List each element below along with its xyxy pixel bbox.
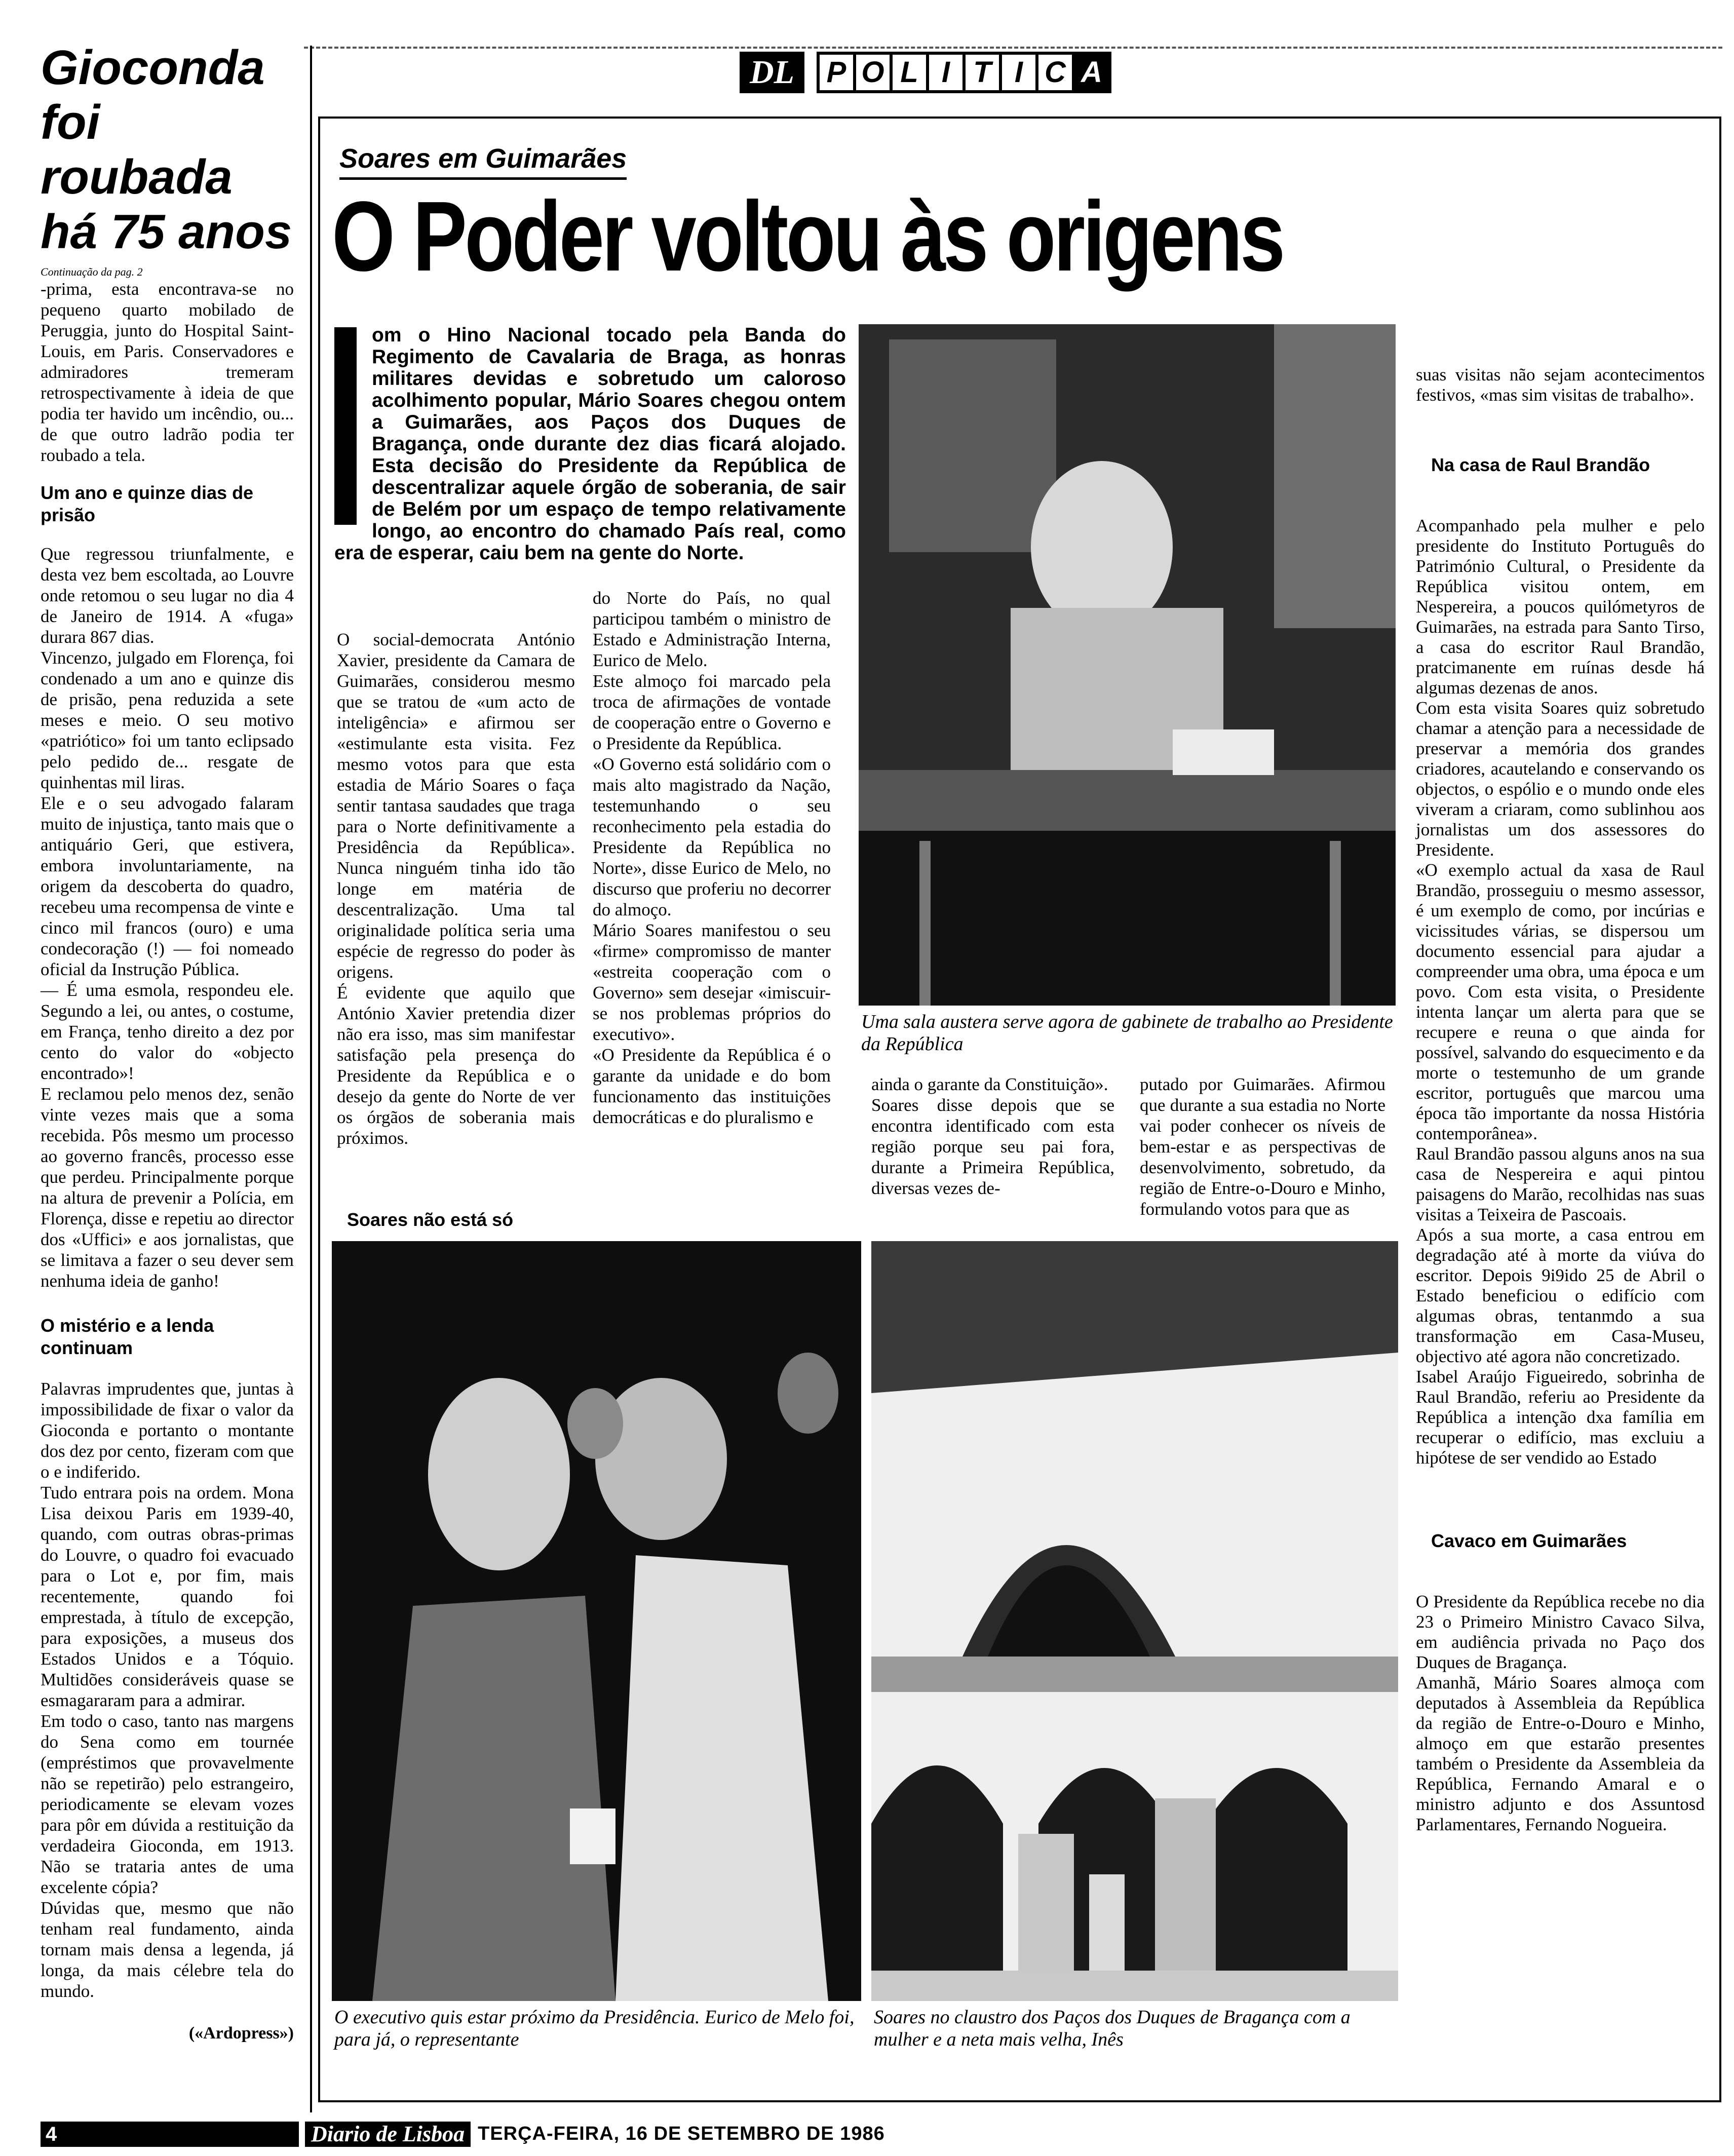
continuation-note: Continuação da pag. 2 (41, 265, 143, 278)
column-subheading: Soares não está só (347, 1209, 514, 1230)
office-photo (859, 324, 1396, 1006)
article-column: putado por Guimarães. Afirmou que durante a sua estadia no Norte vai poder conhecer os níveis de bem-estar e as perspectivas de desenvolvimento, sobretudo, da região de Entre-o-Douro e Minho, formulando votos para que as (1140, 1074, 1390, 1219)
column-text: O Presidente da República recebe no dia 23 o Primeiro Ministro Cavaco Silva, em audiência privada no Paço dos Duques de Bragança. Amanhã, Mário Soares almoça com deputados à Assembleia da República da região de Entre-o-Douro e Minho, almoço em que estarão presentes também o Presidente da Assembleia da República, Fernando Amaral e o ministro adjunto e dos Assuntosd Parlamentares, Fernando Nogueira. (1416, 1592, 1705, 1834)
group-photo-illustration (332, 1241, 861, 2001)
column-divider (310, 46, 312, 2112)
headline-line: foi (41, 95, 100, 149)
issue-date: TERÇA-FEIRA, 16 DE SETEMBRO DE 1986 (478, 2123, 885, 2144)
section-letter: C (1035, 52, 1075, 93)
sidebar-headline (41, 41, 294, 259)
column-text: suas visitas não sejam acontecimentos festivos, «mas sim visitas de trabalho». (1416, 365, 1709, 405)
masthead (740, 51, 1111, 94)
cloister-photo-illustration (871, 1241, 1398, 2001)
headline-line: roubada (41, 150, 233, 204)
section-letter: I (926, 52, 966, 93)
lead-text: om o Hino Nacional tocado pela Banda do Regimento de Cavalaria de Braga, as honras militares devidas e sobretudo um caloroso acolhimento popular, Mário Soares chegou ontem a Guimarães, aos Paços dos Duques de Bragança, onde durante dez dias ficará alojado. Esta decisão do Presidente da República de descentralizar aquele órgão de soberania, de sair de Belém por um espaço de tempo relativamente longo, ao encontro do chamado País real, como era de esperar, caiu bem na gente do Norte. (334, 324, 846, 564)
sidebar-subheading: Um ano e quinze dias de prisão (41, 482, 254, 525)
article-column: ainda o garante da Constituição». Soares disse depois que se encontra identificado com esta região porque seu pai fora, durante a Primeira República, diversas vezes de- (871, 1074, 1114, 1198)
office-photo-illustration (859, 324, 1396, 1006)
footer (41, 2120, 1722, 2148)
section-letter: P (817, 52, 856, 93)
cloister-photo (871, 1241, 1398, 2001)
dl-logo: DL (740, 52, 804, 93)
caption-cloister: Soares no claustro dos Paços dos Duques de Bragança com a mulher e a neta mais velha, Inês (874, 2007, 1351, 2050)
section-letter: L (890, 52, 929, 93)
caption-office: Uma sala austera serve agora de gabinete de trabalho ao Presidente da República (861, 1011, 1393, 1055)
agency-credit: («Ardopress») (188, 2024, 294, 2043)
column-text: Acompanhado pela mulher e pelo presidente do Instituto Português do Património Cultural, o Presidente da República visitou ontem, em Nespereira, a poucos quilómetyros de Guimarães, na estrada para Santo Tirso, a casa do escritor Raul Brandão, pratcimanente em ruínas desde há algumas dezenas de anos. Com esta visita Soares quiz sobretudo chamar a atenção para a necessidade de preservar a memória dos grandes criadores, acautelando e conservando os objectos, o espólio e o mundo onde eles viveram a criaram, como sublinhou aos jornalistas um dos assessores do Presidente. «O exemplo actual da xasa de Raul Brandão, prosseguiu o mesmo assessor, é um exemplo de como, por incúrias e vicissitudes várias, se dispersou um documento essencial para ajudar a compreender uma obra, uma época e um povo. Com esta visita, o Presidente intenta lançar um alerta para que se recupere e reuna o que ainda for possível, salvando do esquecimento e da morte o testemunho de um grande escritor, português que marcou uma época tão importante da nossa História contemporânea». Raul Brandão passou alguns anos na sua casa de Nespereira e aqui pintou paisagens do Marão, recolhidas nas suas visitas a Teixeira de Pascoais. Após a sua morte, a casa entrou em degradação até à morte da viúva do escritor. Depois 9i9ido 25 de Abril o Estado beneficiou o edifício com algumas obras, tentanmdo a sua transformação em Casa-Museu, objectivo até agora não concretizado. Isabel Araújo Figueiredo, sobrinha de Raul Brandão, referiu ao Presidente da República a intenção dxa família em recuperar o edifício, mas excluiu a hipótese de ser vendido ao Estado (1416, 516, 1705, 1468)
headline-line: Gioconda (41, 41, 265, 95)
article-title: O Poder voltou às origens (332, 181, 1283, 292)
caption-group: O executivo quis estar próximo da Presidência. Eurico de Melo foi, para já, o representante (334, 2007, 855, 2050)
drop-cap: C (334, 327, 357, 525)
paper-name: Diario de Lisboa (305, 2122, 471, 2147)
top-rule (304, 47, 1722, 49)
section-label (820, 52, 1111, 93)
headline-line: há 75 anos (41, 205, 292, 259)
column-subheading: Cavaco em Guimarães (1431, 1530, 1627, 1551)
column-text: O social-democrata António Xavier, presidente da Camara de Guimarães, considerou mesmo que se tratou de «um acto de inteligência» e afirmou ser «estimulante esta visita. Fez mesmo votos para que esta estadia de Mário Soares o faça sentir tantasa saudades que traga para o Norte definitivamente a Presidência da República». Nunca ninguém tinha ido tão longe em matéria de descentralização. Uma tal originalidade política seria uma espécie de regresso do poder às origens. É evidente que aquilo que António Xavier pretendia dizer não era isso, mas sim manifestar satisfação pela presença do Presidente da República e o desejo da gente do Norte de ver os órgãos de soberania mais próximos. (337, 630, 575, 1148)
article-lead (334, 324, 846, 564)
section-letter: I (999, 52, 1038, 93)
group-photo (332, 1241, 861, 2001)
sidebar-paragraph: Palavras imprudentes que, juntas à impossibilidade de fixar o valor da Gioconda e portanto o montante dos dez por cento, fizeram com que o e indiferido. Tudo entrara pois na ordem. Mona Lisa deixou Paris em 1939-40, quando, com outras obras-primas do Louvre, o quadro foi evacuado para o Lot e, por fim, mais recentemente, quando foi emprestada, à título de excepção, para exposições, a museus dos Estados Unidos e a Tóquio. Multidões consideráveis quase se esmagararam para a admirar. Em todo o caso, tanto nas margens do Sena como em tournée (empréstimos que provavelmente não se repetirão) pelo estrangeiro, periodicamente se elevam vozes para pôr em dúvida a restituição da verdadeira Gioconda, em 1913. Não se trataria antes de uma excelente cópia? Dúvidas que, mesmo que não tenham real fundamento, ainda tornam mais densa a legenda, já longa, da mais célebre tela do mundo. (41, 1379, 294, 2001)
section-letter: T (962, 52, 1002, 93)
sidebar-paragraph: Que regressou triunfalmente, e desta vez bem escoltada, ao Louvre onde retomou o seu lugar no dia 4 de Janeiro de 1914. A «fuga» durara 867 dias. Vincenzo, julgado em Florença, foi condenado a um ano e quinze dis de prisão, pena reduzida a sete meses e meio. O seu motivo «patriótico» foi um tanto eclipsado pelo pedido de... resgate de quinhentas mil liras. Ele e o seu advogado falaram muito de injustiça, tanto mais que o antiquário Geri, que estivera, embora involuntariamente, na origem da descoberta do quadro, recebeu uma recompensa de vinte e cinco mil francos (ouro) e uma condecoração (!) — foi nomeado oficial da Instrução Pública. — É uma esmola, respondeu ele. Segundo a lei, ou antes, o costume, em França, tenho direito a dez por cento do valor do «objecto encontrado»! E reclamou pelo menos dez, senão vinte vezes mais que a soma recebida. Pôs mesmo um processo ao governo francês, processo esse que perdeu. Principalmente porque na altura de prevenir a Polícia, em Florença, disse e repetiu ao director dos «Uffici» e aos jornalistas, que se limitava a fazer o seu dever sem nenhuma ideia de ganho! (41, 544, 294, 1291)
page-number: 4 (41, 2122, 299, 2147)
sidebar-column (41, 41, 298, 2043)
article-column: do Norte do País, no qual participou também o ministro de Estado e Administração Interna, Eurico de Melo. Este almoço foi marcado pela troca de afirmações de vontade de cooperação entre o Governo e o Presidente da República. «O Governo está solidário com o mais alto magistrado da Nação, testemunhando o seu reconhecimento pela estadia do Presidente da República no Norte», disse Eurico de Melo, no discurso que proferiu no decorrer do almoço. Mário Soares manifestou o seu «firme» compromisso de manter «estreita cooperação com o Governo» sem desejar «imiscuir-se nos problemas próprios do executivo». «O Presidente da República é o garante da unidade e do bom funcionamento das instituições democráticas e do pluralismo e (593, 588, 831, 1127)
column-subheading: Na casa de Raul Brandão (1431, 454, 1650, 475)
sidebar-subheading: O mistério e a lenda continuam (41, 1315, 214, 1358)
article-right-column (1416, 324, 1709, 1855)
sidebar-paragraph: -prima, esta encontrava-se no pequeno quarto mobilado de Peruggia, junto do Hospital Saint-Louis, em Paris. Conservadores e admiradores tremeram retrospectivamente à ideia de que podia ter havido um incêndio, ou... de que outro ladrão podia ter roubado a tela. (41, 279, 298, 465)
section-letter: A (1072, 52, 1111, 93)
article-kicker: Soares em Guimarães (339, 143, 627, 180)
section-letter: O (853, 52, 893, 93)
